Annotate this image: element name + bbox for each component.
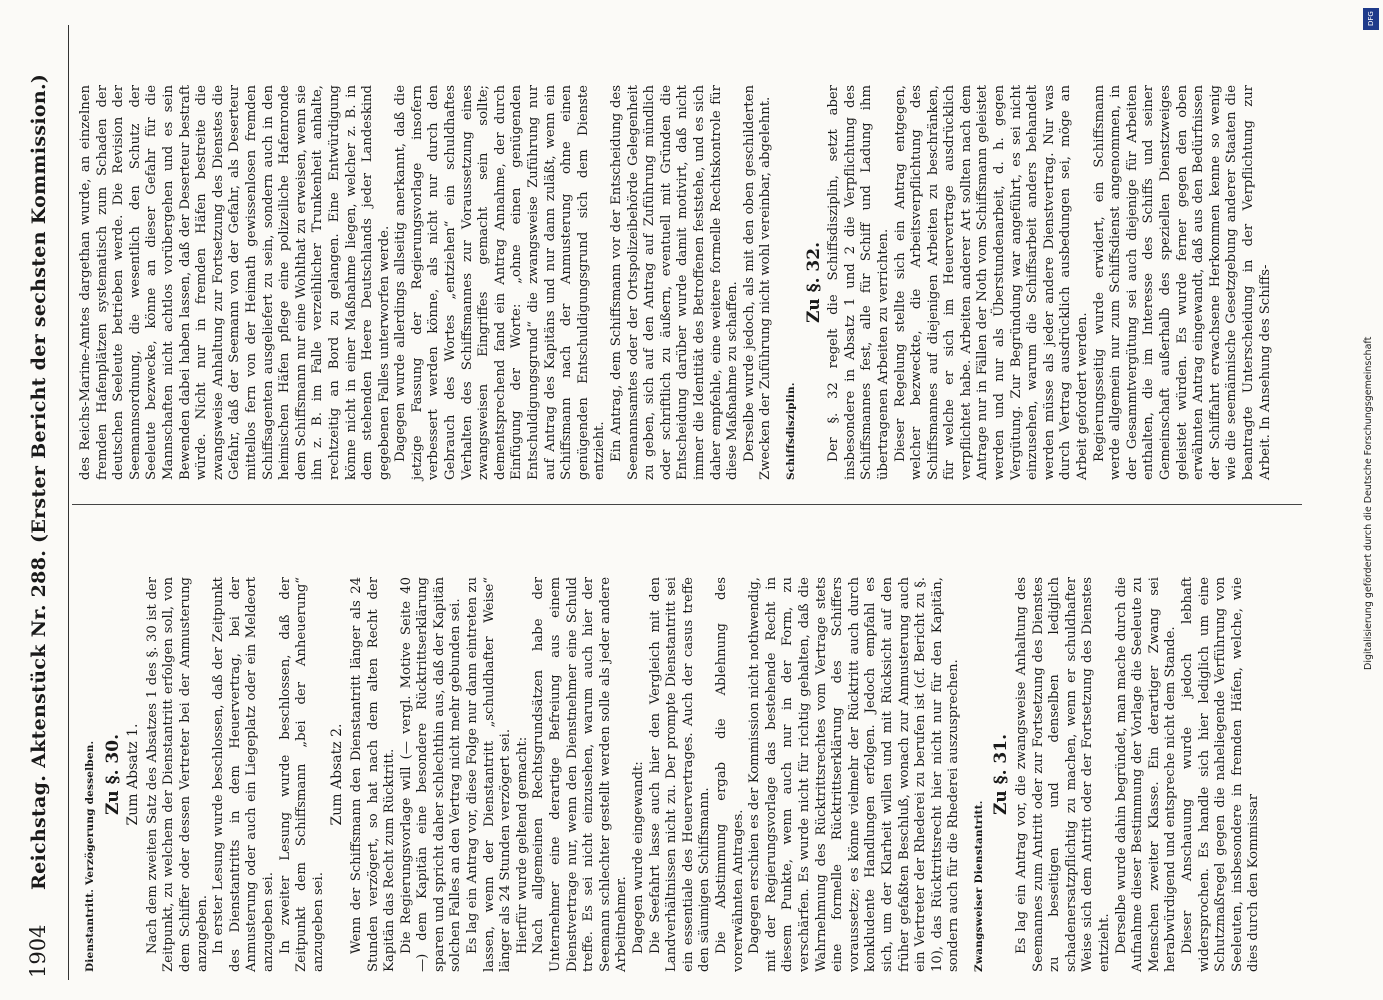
credit-text: Digitalisierung gefördert durch die Deutsche Forschungsgemeinschaft xyxy=(1363,336,1374,670)
paragraph: Derselbe wurde dahin begründet, man mache durch die Aufnahme dieser Bestimmung der Vorlage die Seeleute zu Menschen zweiter Klasse. Ein derartiger Zwang sei herabwürdigend und entspreche nicht dem Stande. xyxy=(1113,577,1179,972)
paragraph: Die Abstimmung ergab die Ablehnung des vorerwähnten Antrages. xyxy=(713,577,746,972)
digitization-credit xyxy=(1363,30,1377,670)
left-column xyxy=(78,577,1263,972)
absatz-heading-2: Zum Absatz 2. xyxy=(329,723,346,826)
paragraph: Der §. 32 regelt die Schiffsdisziplin, setzt aber insbesondere in Absatz 1 und 2 die Verpflichtung des Schiffsmannes fest, alle für Schiff und Ladung ihm übertragenen Arbeiten zu verrichten. xyxy=(826,85,891,480)
paragraph: Es lag ein Antrag vor, die zwangsweise Anhaltung des Seemannes zum Antritt oder zur Fortsetzung des Dienstes zu beseitigen und denselben lediglich schadenersatzpflichtig zu machen, wenn er schuldhafter Weise sich dem Antritt oder der Fortsetzung des Dienstes entzieht. xyxy=(1014,577,1113,972)
paragraph: Regierungsseitig wurde erwidert, ein Schiffsmann werde allgemein nur zum Schiffsdienst angenommen, in der Gesammtvergütung sei auch diejenige für Arbeiten enthalten, die im Interesse des Schiffs und seiner Gemeinschaft außerhalb des speziellen Dienstzweiges geleistet würden. Es wurde ferner gegen den oben erwähnten Antrag eingewandt, daß aus den Bedürfnissen der Schiffahrt erwachsene Herkommen kenne so wenig wie die seemännische Gesetzgebung anderer Staaten die beantragte Unterscheidung in der Verpflichtung zur Arbeit. In Ansehung des Schiffs- xyxy=(1091,85,1273,480)
column-divider xyxy=(72,504,1302,505)
section-heading-32: Zu §. 32. xyxy=(803,242,824,323)
page-number: 1904 xyxy=(26,924,50,978)
topic-heading-schiffsdisziplin: Schiffsdisziplin. xyxy=(784,382,797,480)
paragraph: Hierfür wurde geltend gemacht: xyxy=(514,736,530,954)
paragraph: Dagegen wurde allerdings allseitig anerkannt, daß die jetzige Fassung der Regierungsvorlage insofern verbessert werden könne, als nicht nur durch den Gebrauch des Wortes „entziehen“ ein schuldhaftes Verhalten des Schiffsmannes zur Voraussetzung eines zwangsweisen Eingriffes gemacht sein sollte; dementsprechend fand ein Antrag Annahme, der durch Einfügung der Worte: „ohne einen genügenden Entschuldigungsgrund“ die zwangsweise Zuführung nur auf Antrag des Kapitäns und nur dann zuläßt, wenn ein Schiffsmann nach der Anmusterung ohne einen genügenden Entschuldigungsgrund sich dem Dienste entzieht. xyxy=(393,85,608,480)
paragraph: Dagegen erschien es der Kommission nicht nothwendig, mit der Regierungsvorlage das bestehende Recht in diesem Punkte, wenn auch nur in der Form, zu verschärfen. Es wurde nicht für richtig gehalten, daß die Wahrnehmung des Rücktrittsrechtes vom Vertrage stets eine formelle Rücktrittserklärung des Schiffers voraussetze; es könne vielmehr der Rücktritt auch durch konkludente Handlungen erfolgen. Jedoch empfahl es sich, um der Klarheit willen und mit Rücksicht auf den früher gefaßten Beschluß, wonach zur Anmusterung auch ein Vertreter der Rhederei zu berufen ist (cf. Bericht zu §. 10), das Rücktrittsrecht hier nicht nur für den Kapitän, sondern auch für die Rhederei auszusprechen. xyxy=(747,577,962,972)
paragraph: In zweiter Lesung wurde beschlossen, daß der Zeitpunkt dem Schiffsmann „bei der Anheuerung“ anzugeben sei. xyxy=(277,577,326,972)
dfg-logo: DFG xyxy=(1363,8,1379,30)
section-heading-30: Zu §. 30. xyxy=(102,734,123,815)
paragraph: Die Seefahrt lasse auch hier den Vergleich mit den Landverhältnissen nicht zu. Der prompte Dienstantritt sei ein essentiale des Heuervertrages. Auch der casus treffe den säumigen Schiffsmann. xyxy=(647,577,713,972)
paragraph: Dieser Anschauung wurde jedoch lebhaft widersprochen. Es handle sich hier lediglich um eine Schutzmaßregel gegen die naheliegende Verführung von Seeleuten, insbesondere in fremden Häfen, welche, wie dies durch den Kommissar xyxy=(1180,577,1262,972)
paragraph: Derselbe wurde jedoch, als mit den oben geschilderten Zwecken der Zuführung nicht wohl vereinbar, abgelehnt. xyxy=(741,85,774,480)
absatz-heading-1: Zum Absatz 1. xyxy=(125,723,142,826)
paragraph: Dieser Regelung stellte sich ein Antrag entgegen, welcher bezweckte, die Arbeitsverpflichtung des Schiffsmannes auf diejenigen Arbeiten zu beschränken, für welche er sich im Heuervertrage ausdrücklich verpflichtet habe. Arbeiten anderer Art sollten nach dem Antrage nur in Fällen der Noth vom Schiffsmann geleistet werden und nur als Überstundenarbeit, d. h. gegen Vergütung. Zur Begründung war angeführt, es sei nicht einzusehen, warum die Schiffsarbeit anders behandelt werden müsse als jeder andere Dienstvertrag. Nur was durch Vertrag ausdrücklich ausbedungen sei, möge an Arbeit gefordert werden. xyxy=(892,85,1091,480)
header-rule xyxy=(68,25,69,980)
paragraph: Wenn der Schiffsmann den Dienstantritt länger als 24 Stunden verzögert, so hat nach dem alten Recht der Kapitän das Recht zum Rücktritt. xyxy=(348,577,398,972)
paragraph: Nach dem zweiten Satz des Absatzes 1 des §. 30 ist der Zeitpunkt, zu welchem der Dienstantritt erfolgen soll, von dem Schiffer oder dessen Vertreter bei der Anmusterung anzugeben. xyxy=(144,577,210,972)
paragraph: Es lag ein Antrag vor, diese Folge nur dann eintreten zu lassen, wenn der Dienstantritt „schuldhafter Weise“ länger als 24 Stunden verzögert sei. xyxy=(465,577,514,972)
paragraph: des Reichs-Marine-Amtes dargethan wurde, an einzelnen fremden Hafenplätzen systematisch zum Schaden der deutschen Seeleute betrieben werde. Die Revision der Seemannsordnung, die wesentlich den Schutz der Seeleute bezwecke, könne an dieser Gefahr für die Mannschaften nicht achtlos vorübergehen und es sein Bewenden dabei haben lassen, daß der Deserteur bestraft würde. Nicht nur in fremden Häfen bestreite die zwangsweise Anhaltung zur Fortsetzung des Dienstes die Gefahr, daß der Seemann von der Gefahr, als Deserteur mittellos fern von der Heimath gewissenlosen fremden Schiffsagenten ausgeliefert zu sein, sondern auch in den heimischen Häfen pflege eine polizeiliche Hafenronde dem Schiffsmann nur eine Wohlthat zu erweisen, wenn sie ihn z. B. im Falle verzeihlicher Trunkenheit anhalte, rechtzeitig an Bord zu gelangen. Eine Entwürdigung könne nicht in einer Maßnahme liegen, welcher z. B. in dem stehenden Heere Deutschlands jeder Landeskind gegebenen Falles unterworfen werde. xyxy=(78,85,392,480)
paragraph: Nach allgemeinen Rechtsgrundsätzen habe der Unternehmer eine derartige Befreiung aus einem Dienstvertrage nur, wenn den Dienstnehmer eine Schuld treffe. Es sei nicht einzusehen, warum auch hier der Seemann schlechter gestellt werden solle als jeder andere Arbeitnehmer. xyxy=(531,577,630,972)
right-column xyxy=(78,85,1274,480)
topic-heading-zwangsweiser: Zwangsweiser Dienstantritt. xyxy=(972,800,985,972)
paragraph: Ein Antrag, dem Schiffsmann vor der Entscheidung des Seemannsamtes oder der Ortspolizeibehörde Gelegenheit zu geben, sich auf den Antrag auf Zuführung mündlich oder schriftlich zu äußern, eventuell mit Gründen die Entscheidung darüber wurde damit motivirt, daß nicht immer die Identität des Betroffenen feststehe, und es sich daher empfehle, eine weitere formelle Rechtskontrole für diese Maßnahme zu schaffen. xyxy=(609,85,741,480)
running-title: Reichstag. Aktenstück Nr. 288. (Erster Bericht der sechsten Kommission.) xyxy=(28,73,50,890)
topic-heading-dienstantritt: Dienstantritt. Verzögerung desselben. xyxy=(84,740,96,972)
page-header xyxy=(20,0,60,1000)
paragraph: Die Regierungsvorlage will (— vergl. Motive Seite 40 —) dem Kapitän eine besondere Rücktrittserklärung sparen und spricht daher schlechthin aus, daß der Kapitän solchen Falles an den Vertrag nicht mehr gebunden sei. xyxy=(398,577,464,972)
paragraph: In erster Lesung wurde beschlossen, daß der Zeitpunkt des Dienstantritts in dem Heuervertrag, bei der Anmusterung oder auch ein Liegeplatz oder ein Meldeort anzugeben sei. xyxy=(211,577,276,972)
paragraph: Dagegen wurde eingewandt: xyxy=(631,761,646,954)
section-heading-31: Zu §. 31. xyxy=(991,734,1012,815)
